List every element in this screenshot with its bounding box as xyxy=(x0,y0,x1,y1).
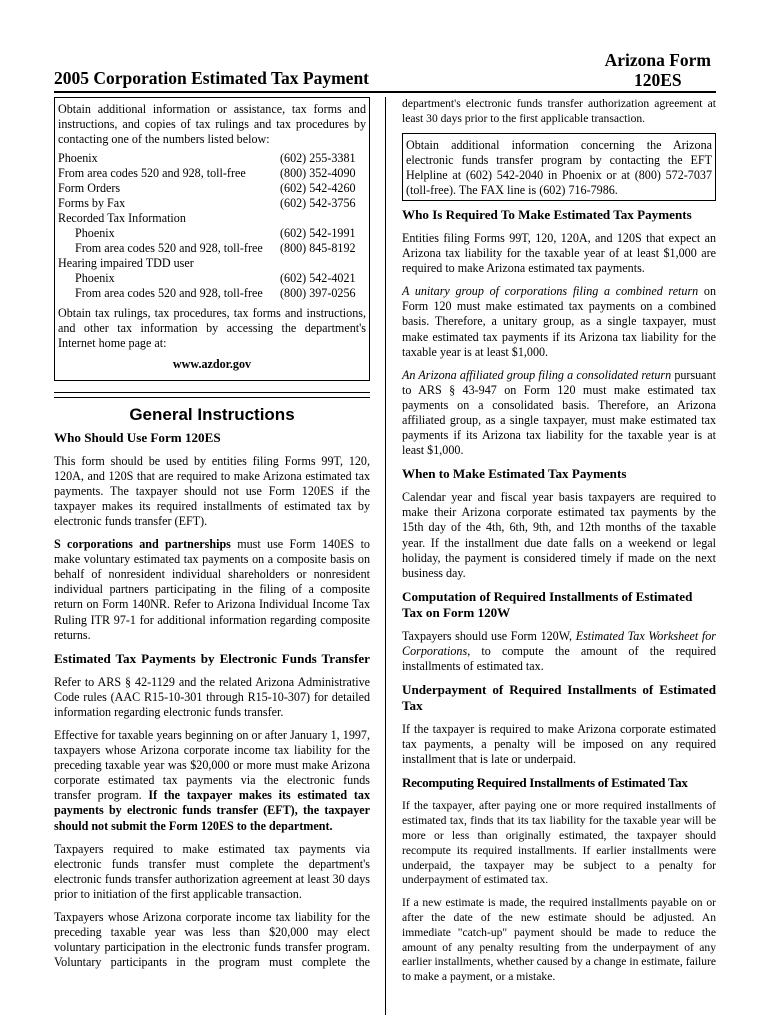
recorded-info-label: Recorded Tax Information xyxy=(58,211,186,226)
phone-list xyxy=(58,151,366,301)
column-divider xyxy=(385,97,386,1015)
phone-number: (800) 845-8192 xyxy=(280,241,356,256)
phone-label: From area codes 520 and 928, toll-free xyxy=(58,166,246,181)
form-name-line2: 120ES xyxy=(633,70,682,90)
form-name xyxy=(605,50,711,90)
left-column xyxy=(54,97,370,978)
unitary-paragraph: A unitary group of corporations filing a combined return on Form 120 must make estimated tax payments on a combined basis. Therefore, a unitary group, as a single taxpayer, must make estimated tax payments if its Arizona tax liability for the taxable year is at least $1,000. xyxy=(402,284,717,359)
required-text: Entities filing Forms 99T, 120, 120A, and 120S that expect an Arizona tax liability for the taxable year of at least $1,000 are required to make Arizona estimated tax payments. xyxy=(402,230,716,276)
phone-row xyxy=(58,286,366,301)
phone-number: (602) 255-3381 xyxy=(280,151,356,166)
title-divider xyxy=(54,91,716,93)
eft-helpline-box xyxy=(402,133,716,201)
phone-label: Phoenix xyxy=(75,226,115,241)
phone-label: Phoenix xyxy=(75,271,115,286)
tdd-label: Hearing impaired TDD user xyxy=(58,256,194,271)
underpayment-text: If the taxpayer is required to make Arizona corporate estimated tax payments, a penalty will be imposed on any required installment that is late or underpaid. xyxy=(402,722,716,767)
phone-row xyxy=(58,151,366,166)
phone-label: Phoenix xyxy=(58,151,98,166)
phone-number: (800) 397-0256 xyxy=(280,286,356,301)
when-text: Calendar year and fiscal year basis taxpayers are required to make their Arizona corporate estimated tax payments by the 15th day of the 4th, 6th, 9th, and 12th months of the taxable year. If the installment due date falls on a weekend or legal holiday, the payment is considered timely if made on the next business day. xyxy=(402,490,716,580)
phone-number: (800) 352-4090 xyxy=(280,166,356,181)
eft-heading: Estimated Tax Payments by Electronic Funds Transfer xyxy=(54,650,370,666)
eft-helpline-text: Obtain additional information concerning the Arizona electronic funds transfer program by contacting the EFT Helpline at (602) 542-2040 in Phoenix or at (800) 572-7037 (toll-free). The FAX line is (602) 716-7986. xyxy=(406,137,712,197)
phone-row xyxy=(58,166,366,181)
phone-row xyxy=(58,181,366,196)
underpayment-heading: Underpayment of Required Installments of Estimated Tax xyxy=(402,682,716,714)
s-corp-bold: S corporations and partnerships xyxy=(54,537,231,552)
eft-text-2-bold: If the taxpayer makes its estimated tax payments by electronic funds transfer (EFT), the taxpayer should not submit the Form 120ES to the department. xyxy=(54,788,370,833)
s-corp-paragraph xyxy=(54,537,370,643)
phone-number: (602) 542-3756 xyxy=(280,196,356,211)
phone-number: (602) 542-1991 xyxy=(280,226,356,241)
form-name-line1: Arizona Form xyxy=(604,50,711,70)
recomputing-text-1: If the taxpayer, after paying one or more required installments of estimated tax, finds that its tax liability for the taxable year will be more or less than originally estimated, the taxpayer should recompute its required installments. If earlier installments were underpaid, the taxpayer may be subject to a penalty for underpayment of estimated tax. xyxy=(402,799,716,887)
computation-text: Taxpayers should use Form 120W, Estimated Tax Worksheet for Corporations, to compute the amount of the required installments of estimated tax. xyxy=(402,628,716,674)
when-heading: When to Make Estimated Tax Payments xyxy=(402,466,627,482)
who-should-use-text: This form should be used by entities filing Forms 99T, 120, 120A, and 120S that are required to make Arizona estimated tax payments. The taxpayer should not use Form 120ES if the taxpayer makes its required installments of estimated tax by electronic funds transfer (EFT). xyxy=(54,453,370,528)
internet-text: Obtain tax rulings, tax procedures, tax forms and instructions, and other tax information by accessing the department's Internet home page at: xyxy=(58,306,366,351)
phone-label: Forms by Fax xyxy=(58,196,126,211)
affiliated-italic: An Arizona affiliated group filing a consolidated return xyxy=(402,367,672,382)
who-should-use-heading: Who Should Use Form 120ES xyxy=(54,429,221,445)
eft-text-4: Taxpayers whose Arizona corporate income tax liability for the preceding taxable year was less than $20,000 may elect voluntary participation in the electronic funds transfer program. Voluntary participants in the program must complete the xyxy=(54,910,370,970)
continued-text: department's electronic funds transfer authorization agreement at least 30 days prior to the first applicable transaction. xyxy=(402,97,716,125)
phone-number: (602) 542-4260 xyxy=(280,181,356,196)
phone-label: From area codes 520 and 928, toll-free xyxy=(75,286,263,301)
unitary-italic: A unitary group of corporations filing a combined return xyxy=(402,284,699,299)
computation-heading: Computation of Required Installments of Estimated Tax on Form 120W xyxy=(402,588,693,620)
recomputing-heading: Recomputing Required Installments of Estimated Tax xyxy=(402,775,688,791)
eft-text-2: Effective for taxable years beginning on or after January 1, 1997, taxpayers whose Arizona corporate income tax liability for the preceding taxable year was $20,000 or more must make Arizona corporate estimated tax payments via the electronic funds transfer program. If the taxpayer makes its estimated tax payments by electronic funds transfer (EFT), the taxpayer should not submit the Form 120ES to the department. xyxy=(54,727,370,833)
phone-row xyxy=(58,226,366,241)
phone-number: (602) 542-4021 xyxy=(280,271,356,286)
page-title: 2005 Corporation Estimated Tax Payment xyxy=(54,68,369,88)
phone-row xyxy=(58,271,366,286)
affiliated-paragraph: An Arizona affiliated group filing a consolidated return pursuant to ARS § 43-947 on Form 120 must make estimated tax payments on a consolidated basis. Therefore, an Arizona affiliated group, as a single taxpayer, must make estimated tax payments if its Arizona tax liability for the taxable year is at least $1,000. xyxy=(402,367,716,458)
contact-intro: Obtain additional information or assistance, tax forms and instructions, and copies of tax rulings and tax procedures by contacting one of the numbers listed below: xyxy=(58,102,366,147)
computation-italic: Estimated Tax Worksheet for Corporations xyxy=(402,628,716,658)
contact-info-box xyxy=(54,97,370,381)
phone-label: Form Orders xyxy=(58,181,121,196)
phone-row xyxy=(58,196,366,211)
right-column xyxy=(402,97,716,993)
general-instructions-section xyxy=(54,392,370,426)
eft-text-1: Refer to ARS § 42-1129 and the related Arizona Administrative Code rules (AAC R15-10-301 through R15-10-307) for detailed information regarding electronic funds transfer. xyxy=(54,674,370,719)
s-corp-text: must use Form 140ES to make voluntary estimated tax payments on a composite basis on behalf of nonresident individual shareholders or nonresident individual partners participating in the filing of a composite return on Form 140NR. Refer to Arizona Individual Income Tax Ruling ITR 97-1 for additional information regarding composite returns. xyxy=(54,537,370,642)
general-instructions-heading: General Instructions xyxy=(129,404,295,424)
required-heading: Who Is Required To Make Estimated Tax Payments xyxy=(402,206,692,222)
phone-row xyxy=(58,241,366,256)
website-link[interactable]: www.azdor.gov xyxy=(172,356,252,371)
eft-text-3: Taxpayers required to make estimated tax payments via electronic funds transfer must complete the department's electronic funds transfer authorization agreement at least 30 days prior to initiation of the first applicable transaction. xyxy=(54,841,370,901)
recomputing-text-2: If a new estimate is made, the required installments payable on or after the date of the new estimate should be adjusted. An immediate "catch-up" payment should be made to reduce the amount of any penalty resulting from the underpayment of any earlier installments, whether caused by a change in estimate, failure to make a payment, or a mistake. xyxy=(402,896,716,984)
phone-label: From area codes 520 and 928, toll-free xyxy=(75,241,263,256)
